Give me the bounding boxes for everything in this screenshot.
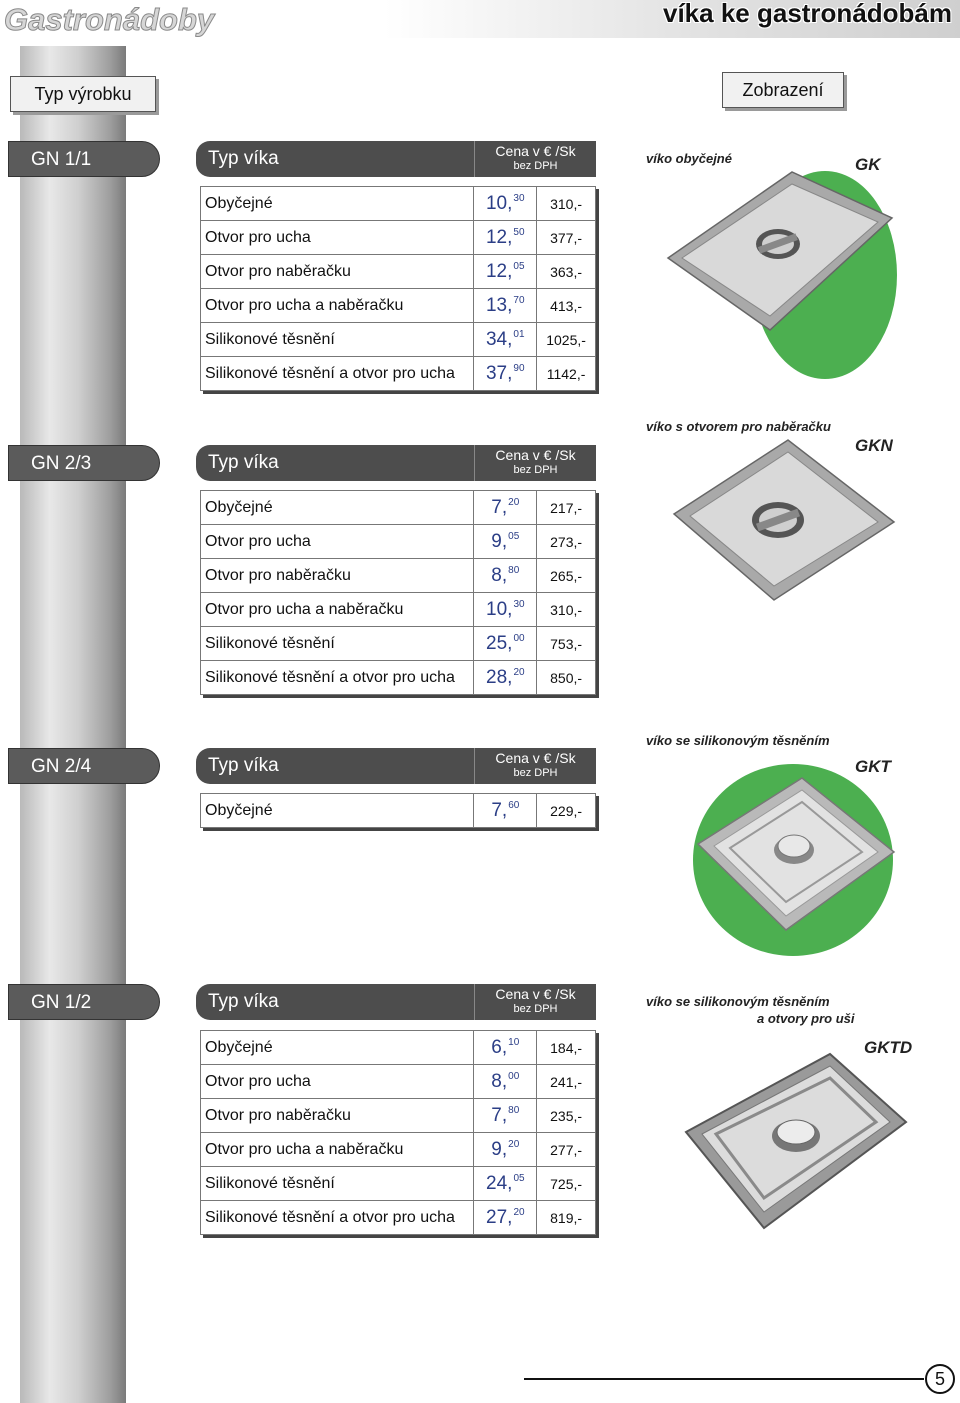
type-column-label: Typ víka xyxy=(208,991,279,1012)
table-row xyxy=(201,255,596,289)
row-name: Otvor pro naběračku xyxy=(201,559,474,593)
row-eur xyxy=(474,1031,537,1065)
price-label-line1: Cena v € /Sk xyxy=(495,750,576,766)
row-name: Otvor pro ucha a naběračku xyxy=(201,593,474,627)
row-sk: 310,- xyxy=(537,593,596,627)
eur-cents: 01 xyxy=(513,328,525,340)
eur-whole: 6, xyxy=(491,1036,508,1058)
table-row xyxy=(201,525,596,559)
product-title: víko obyčejné xyxy=(646,151,732,166)
row-eur xyxy=(474,357,537,391)
eur-whole: 7, xyxy=(491,799,508,821)
table-row xyxy=(201,1065,596,1099)
eur-cents: 05 xyxy=(513,1172,525,1184)
row-name: Otvor pro naběračku xyxy=(201,255,474,289)
row-sk: 850,- xyxy=(537,661,596,695)
eur-cents: 20 xyxy=(508,1138,520,1150)
row-sk: 273,- xyxy=(537,525,596,559)
gn-size-tab: GN 2/4 xyxy=(8,748,160,784)
row-eur xyxy=(474,221,537,255)
row-name: Silikonové těsnění xyxy=(201,323,474,357)
price-label-line2: bez DPH xyxy=(513,1003,558,1015)
row-name: Obyčejné xyxy=(201,187,474,221)
eur-cents: 05 xyxy=(508,530,520,542)
row-eur xyxy=(474,525,537,559)
row-eur xyxy=(474,491,537,525)
eur-whole: 34, xyxy=(485,328,513,350)
table-row xyxy=(201,491,596,525)
lid-image-gkn xyxy=(668,436,898,606)
price-label-line2: bez DPH xyxy=(513,464,558,476)
lid-image-gk xyxy=(660,170,900,390)
table-row xyxy=(201,187,596,221)
row-name: Otvor pro ucha xyxy=(201,1065,474,1099)
eur-cents: 30 xyxy=(513,598,525,610)
type-label: Typ výrobku xyxy=(10,76,156,112)
eur-whole: 27, xyxy=(486,1206,513,1228)
knob-top xyxy=(778,835,810,857)
table-row xyxy=(201,1167,596,1201)
row-eur xyxy=(474,1065,537,1099)
header-page-title: víka ke gastronádobám xyxy=(663,0,952,28)
view-label: Zobrazení xyxy=(722,72,844,108)
eur-cents: 00 xyxy=(508,1070,520,1082)
row-name: Otvor pro ucha xyxy=(201,525,474,559)
row-sk: 277,- xyxy=(537,1133,596,1167)
row-sk: 363,- xyxy=(537,255,596,289)
row-name: Obyčejné xyxy=(201,491,474,525)
price-column-label xyxy=(474,141,596,177)
row-sk: 184,- xyxy=(537,1031,596,1065)
price-label-line2: bez DPH xyxy=(513,767,558,779)
table-row xyxy=(201,794,596,828)
row-eur xyxy=(474,323,537,357)
row-sk: 753,- xyxy=(537,627,596,661)
row-sk: 235,- xyxy=(537,1099,596,1133)
eur-whole: 25, xyxy=(486,632,513,654)
price-table xyxy=(200,793,596,828)
table-header-bar xyxy=(196,141,596,177)
row-eur xyxy=(474,1133,537,1167)
row-name: Otvor pro naběračku xyxy=(201,1099,474,1133)
table-row xyxy=(201,1133,596,1167)
row-sk: 229,- xyxy=(537,794,596,828)
gn-size-tab: GN 1/2 xyxy=(8,984,160,1020)
eur-whole: 28, xyxy=(486,666,513,688)
eur-whole: 9, xyxy=(491,1138,508,1160)
header-brand-title: Gastronádoby xyxy=(4,2,215,37)
product-code: GK xyxy=(855,155,881,174)
row-eur xyxy=(474,627,537,661)
price-table xyxy=(200,186,596,391)
price-label-line1: Cena v € /Sk xyxy=(495,143,576,159)
type-column-label: Typ víka xyxy=(208,755,279,776)
row-sk: 1142,- xyxy=(537,357,596,391)
table-row xyxy=(201,323,596,357)
table-header-bar xyxy=(196,984,596,1020)
row-name: Silikonové těsnění a otvor pro ucha xyxy=(201,1201,474,1235)
eur-cents: 20 xyxy=(508,496,520,508)
eur-cents: 20 xyxy=(513,1206,525,1218)
row-sk: 310,- xyxy=(537,187,596,221)
row-sk: 217,- xyxy=(537,491,596,525)
row-name: Otvor pro ucha xyxy=(201,221,474,255)
eur-whole: 37, xyxy=(485,362,513,384)
product-title: víko se silikonovým těsněním xyxy=(646,733,830,748)
table-row xyxy=(201,627,596,661)
decorative-pillar xyxy=(20,46,126,1403)
table-row xyxy=(201,661,596,695)
row-name: Otvor pro ucha a naběračku xyxy=(201,289,474,323)
table-row xyxy=(201,357,596,391)
price-label-line1: Cena v € /Sk xyxy=(495,447,576,463)
row-eur xyxy=(474,1099,537,1133)
product-title: víko se silikonovým těsněním xyxy=(646,994,830,1009)
table-row xyxy=(201,289,596,323)
row-eur xyxy=(474,559,537,593)
product-title-line2: a otvory pro uši xyxy=(757,1011,855,1026)
row-sk: 1025,- xyxy=(537,323,596,357)
row-sk: 265,- xyxy=(537,559,596,593)
row-sk: 725,- xyxy=(537,1167,596,1201)
row-eur xyxy=(474,187,537,221)
eur-cents: 70 xyxy=(513,294,525,306)
eur-cents: 80 xyxy=(508,564,520,576)
table-row xyxy=(201,593,596,627)
product-code: GKN xyxy=(855,436,893,455)
table-header-bar xyxy=(196,445,596,481)
eur-cents: 05 xyxy=(513,260,525,272)
type-column-label: Typ víka xyxy=(208,452,279,473)
knob-top xyxy=(777,1120,815,1144)
product-code: GKT xyxy=(855,757,891,776)
product-code: GKTD xyxy=(864,1038,913,1057)
price-table xyxy=(200,490,596,695)
page-number: 5 xyxy=(925,1364,955,1394)
lid-image-gktd xyxy=(680,1038,913,1240)
eur-cents: 80 xyxy=(508,1104,520,1116)
eur-whole: 10, xyxy=(486,598,513,620)
footer-rule xyxy=(524,1378,924,1380)
eur-cents: 90 xyxy=(513,362,525,374)
row-name: Otvor pro ucha a naběračku xyxy=(201,1133,474,1167)
eur-whole: 9, xyxy=(491,530,508,552)
row-eur xyxy=(474,289,537,323)
lid-image-gkt xyxy=(688,760,898,960)
row-eur xyxy=(474,1201,537,1235)
row-eur xyxy=(474,593,537,627)
row-eur xyxy=(474,1167,537,1201)
table-row xyxy=(201,1099,596,1133)
price-label-line1: Cena v € /Sk xyxy=(495,986,576,1002)
row-name: Obyčejné xyxy=(201,1031,474,1065)
eur-whole: 12, xyxy=(485,226,513,248)
table-row xyxy=(201,221,596,255)
row-sk: 819,- xyxy=(537,1201,596,1235)
eur-whole: 8, xyxy=(491,1070,508,1092)
gn-size-tab: GN 2/3 xyxy=(8,445,160,481)
row-name: Obyčejné xyxy=(201,794,474,828)
product-title: víko s otvorem pro naběračku xyxy=(646,419,831,434)
row-name: Silikonové těsnění a otvor pro ucha xyxy=(201,661,474,695)
price-column-label xyxy=(474,445,596,481)
table-row xyxy=(201,559,596,593)
row-name: Silikonové těsnění xyxy=(201,627,474,661)
eur-cents: 60 xyxy=(508,799,520,811)
price-table xyxy=(200,1030,596,1235)
eur-whole: 24, xyxy=(486,1172,513,1194)
eur-whole: 7, xyxy=(491,1104,508,1126)
eur-cents: 50 xyxy=(513,226,525,238)
type-column-label: Typ víka xyxy=(208,148,279,169)
eur-whole: 7, xyxy=(491,496,508,518)
gn-size-tab: GN 1/1 xyxy=(8,141,160,177)
row-eur xyxy=(474,661,537,695)
price-column-label xyxy=(474,984,596,1020)
row-sk: 377,- xyxy=(537,221,596,255)
row-eur xyxy=(474,794,537,828)
table-row xyxy=(201,1201,596,1235)
table-row xyxy=(201,1031,596,1065)
eur-cents: 00 xyxy=(513,632,525,644)
row-sk: 241,- xyxy=(537,1065,596,1099)
eur-cents: 30 xyxy=(513,192,525,204)
row-eur xyxy=(474,255,537,289)
price-column-label xyxy=(474,748,596,784)
price-label-line2: bez DPH xyxy=(513,160,558,172)
eur-whole: 13, xyxy=(485,294,513,316)
eur-whole: 8, xyxy=(491,564,508,586)
row-sk: 413,- xyxy=(537,289,596,323)
eur-whole: 10, xyxy=(485,192,513,214)
row-name: Silikonové těsnění xyxy=(201,1167,474,1201)
eur-cents: 20 xyxy=(513,666,525,678)
eur-whole: 12, xyxy=(485,260,513,282)
table-header-bar xyxy=(196,748,596,784)
row-name: Silikonové těsnění a otvor pro ucha xyxy=(201,357,474,391)
eur-cents: 10 xyxy=(508,1036,520,1048)
